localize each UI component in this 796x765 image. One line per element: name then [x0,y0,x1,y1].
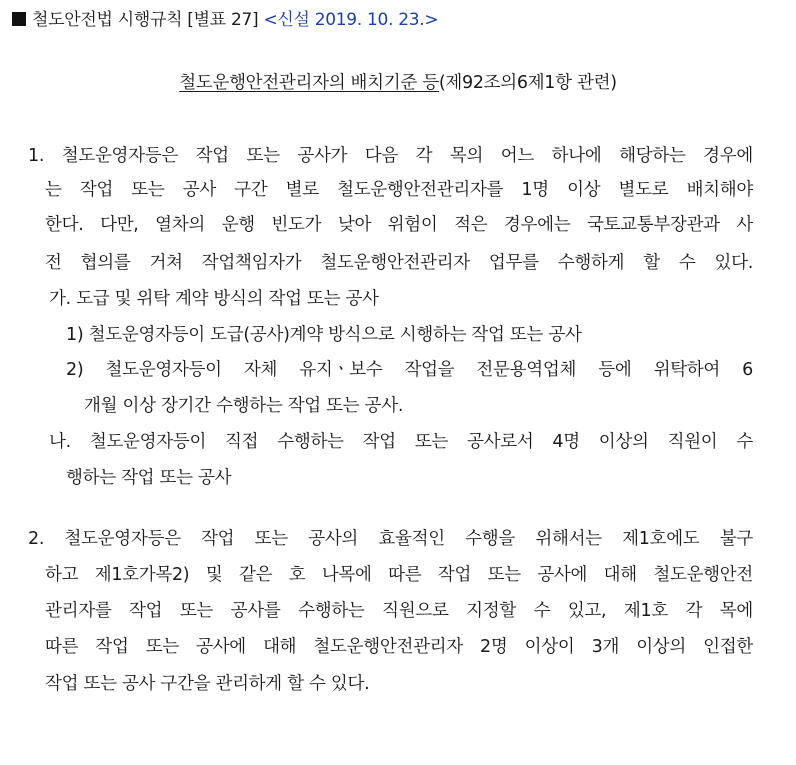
section2-line-2: 하고 제1호가목2) 및 같은 호 나목에 따른 작업 또는 공사에 대해 철도운행안전 [45,565,753,585]
title-main: 철도운행안전관리자의 배치기준 등 [179,73,439,93]
item-ga-2-line-1: 2) 철도운영자등이 자체 유지ㆍ보수 작업을 전문용역업체 등에 위탁하여 6 [66,360,753,380]
item-ga-1: 1) 철도운영자등이 도급(공사)계약 방식으로 시행하는 작업 또는 공사 [66,325,582,345]
item-na-line-2: 행하는 작업 또는 공사 [66,468,232,488]
amendment-note: <신설 2019. 10. 23.> [263,10,439,30]
section2-line-5: 작업 또는 공사 구간을 관리하게 할 수 있다. [45,674,370,694]
section2-line-4: 따른 작업 또는 공사에 대해 철도운행안전관리자 2명 이상이 3개 이상의 인접한 [45,637,753,657]
item-na-line-1: 나. 철도운영자등이 직접 수행하는 작업 또는 공사로서 4명 이상의 직원이 수 [49,432,753,452]
section2-line-1: 2. 철도운영자등은 작업 또는 공사의 효율적인 수행을 위해서는 제1호에도 불구 [28,529,753,549]
section1-line-3: 한다. 다만, 열차의 운행 빈도가 낮아 위험이 적은 경우에는 국토교통부장관과 사 [45,215,753,235]
section1-line-4: 전 협의를 거쳐 작업책임자가 철도운행안전관리자 업무를 수행하게 할 수 있다. [45,253,753,273]
item-ga: 가. 도급 및 위탁 계약 방식의 작업 또는 공사 [49,289,379,309]
black-square-icon [12,12,26,26]
section1-line-1: 1. 철도운영자등은 작업 또는 공사가 다음 각 목의 어느 하나에 해당하는 경우에 [28,146,753,166]
document-title [0,72,796,94]
section2-line-3: 관리자를 작업 또는 공사를 수행하는 직원으로 지정할 수 있고, 제1호 각 목에 [45,601,753,621]
title-sub: (제92조의6제1항 관련) [438,73,617,93]
item-ga-2-line-2: 개월 이상 장기간 수행하는 작업 또는 공사. [84,396,404,416]
header-title: 철도안전법 시행규칙 [별표 27] [32,10,259,30]
document-header [12,9,438,31]
section1-line-2: 는 작업 또는 공사 구간 별로 철도운행안전관리자를 1명 이상 별도로 배치해야 [45,180,753,200]
